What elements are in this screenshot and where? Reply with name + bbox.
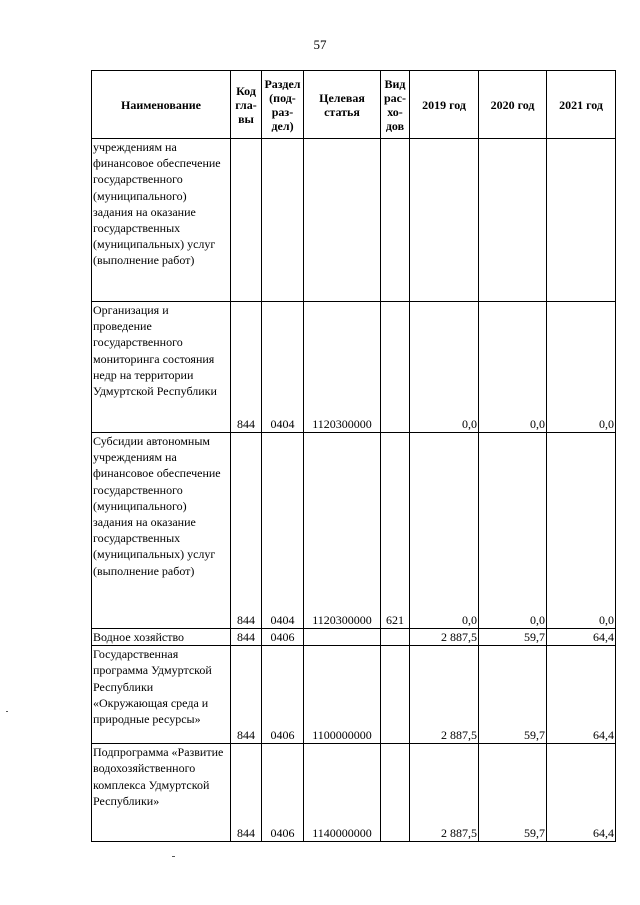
row-target-item: 1120300000 [304,302,381,433]
row-2021: 0,0 [547,433,616,629]
row-target-item [304,139,381,302]
header-section: Раздел (под- раз- дел) [262,71,304,139]
row-section: 0406 [262,629,304,646]
row-2021 [547,139,616,302]
row-2021: 64,4 [547,646,616,744]
row-2021: 64,4 [547,629,616,646]
row-2020: 0,0 [479,302,547,433]
row-section [262,139,304,302]
row-2020: 59,7 [479,744,547,842]
header-2021: 2021 год [547,71,616,139]
header-2019: 2019 год [410,71,479,139]
row-section: 0404 [262,302,304,433]
row-name: Организация и проведение государственного мониторинга состояния недр на территории Удмуртской Республики [92,302,231,433]
row-target-item: 1100000000 [304,646,381,744]
row-target-item: 1120300000 [304,433,381,629]
table-row [92,139,616,302]
row-expense-type [381,646,410,744]
row-2020: 0,0 [479,433,547,629]
table-row [92,629,616,646]
row-2020 [479,139,547,302]
row-2019: 0,0 [410,433,479,629]
row-name: Водное хозяйство [92,629,231,646]
row-section: 0406 [262,646,304,744]
page-number: 57 [313,37,327,52]
scan-speck [172,856,175,857]
row-expense-type [381,744,410,842]
row-chapter-code: 844 [231,433,262,629]
row-name: учреждениям на финансовое обеспечение государственного (муниципального) задания на оказание государственных (муниципальных) услуг (выполнение работ) [92,139,231,302]
row-2019: 2 887,5 [410,646,479,744]
header-name: Наименование [92,71,231,139]
row-chapter-code: 844 [231,744,262,842]
row-chapter-code: 844 [231,302,262,433]
table-row [92,744,616,842]
header-2020: 2020 год [479,71,547,139]
row-2020: 59,7 [479,629,547,646]
table-row [92,646,616,744]
row-expense-type [381,629,410,646]
row-section: 0404 [262,433,304,629]
row-2021: 64,4 [547,744,616,842]
row-2019: 0,0 [410,302,479,433]
row-name: Государственная программа Удмуртской Республики «Окружающая среда и природные ресурсы» [92,646,231,744]
row-chapter-code: 844 [231,629,262,646]
row-expense-type [381,302,410,433]
row-name: Субсидии автономным учреждениям на финансовое обеспечение государственного (муниципального) задания на оказание государственных (муниципальных) услуг (выполнение работ) [92,433,231,629]
row-chapter-code [231,139,262,302]
budget-table [91,70,616,842]
header-expense-type: Вид рас- хо- дов [381,71,410,139]
row-chapter-code: 844 [231,646,262,744]
row-section: 0406 [262,744,304,842]
table-row [92,302,616,433]
row-target-item [304,629,381,646]
row-target-item: 1140000000 [304,744,381,842]
row-2019: 2 887,5 [410,629,479,646]
table-header-row [92,71,616,139]
row-expense-type: 621 [381,433,410,629]
row-2021: 0,0 [547,302,616,433]
row-expense-type [381,139,410,302]
table-row [92,433,616,629]
row-name: Подпрограмма «Развитие водохозяйственного комплекса Удмуртской Республики» [92,744,231,842]
header-chapter-code: Код гла- вы [231,71,262,139]
scan-speck [6,711,8,712]
row-2020: 59,7 [479,646,547,744]
row-2019 [410,139,479,302]
row-2019: 2 887,5 [410,744,479,842]
header-target-item: Целевая статья [304,71,381,139]
